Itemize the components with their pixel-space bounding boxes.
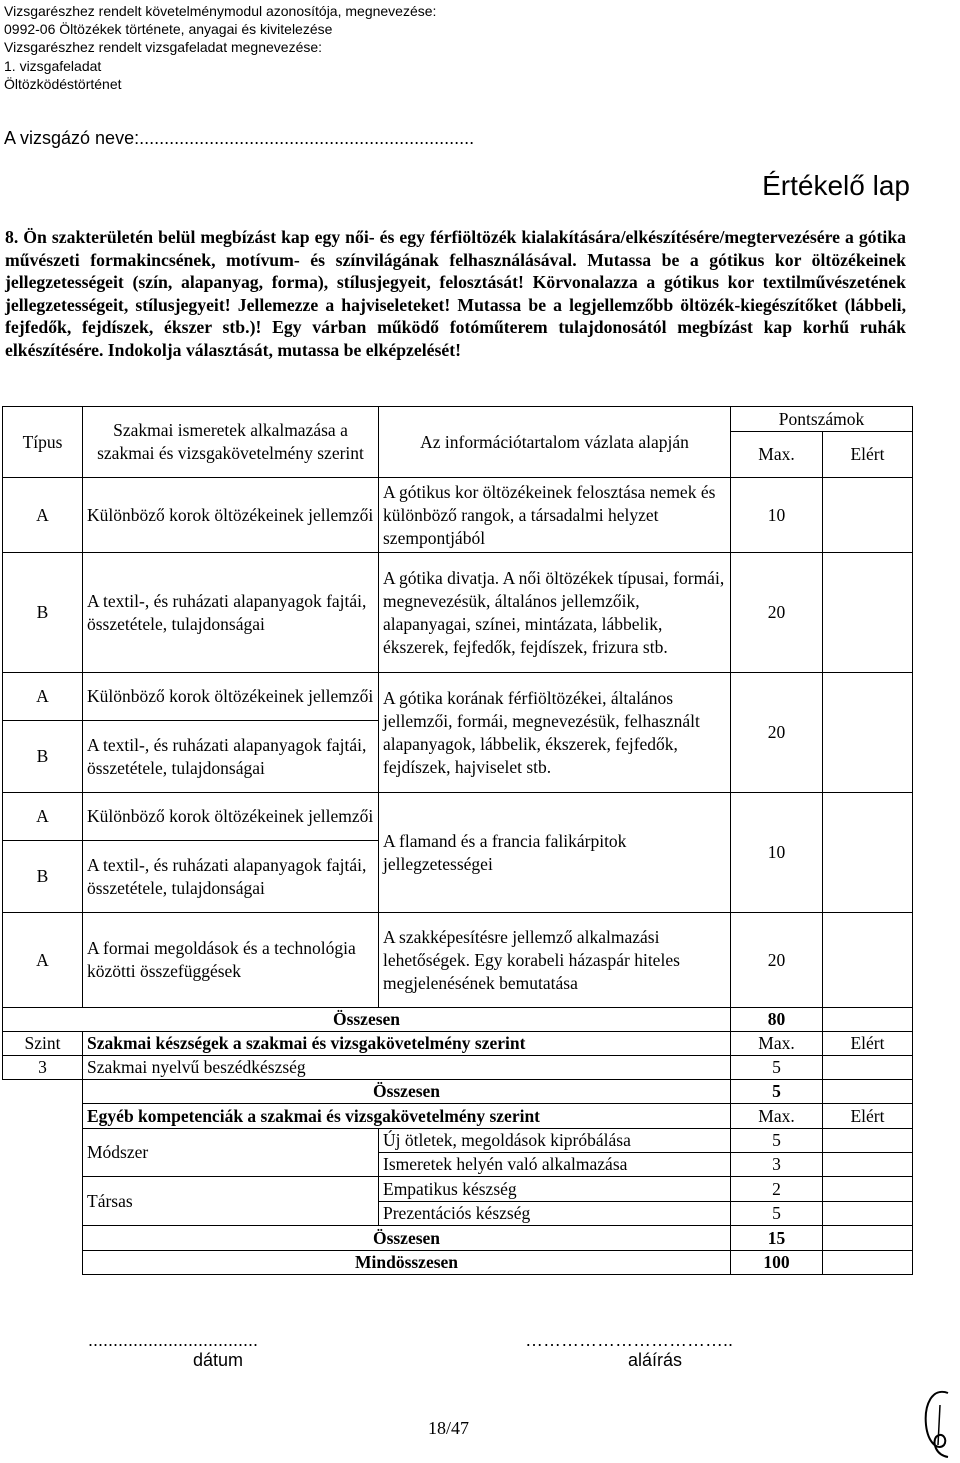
total-achieved[interactable] bbox=[823, 1080, 913, 1104]
skill-row bbox=[3, 1056, 913, 1080]
outline-cell: A gótika korának férfiöltözékei, általános jellemzői, formái, megnevezésük, felhasznált alapanyagok, lábbelik, ékszerek, fejfedők, fejdíszek, hajviselet stb. bbox=[379, 673, 731, 793]
outline-cell: A gótikus kor öltözékeinek felosztása nemek és különböző rangok, a társadalmi helyzet szempontjából bbox=[379, 478, 731, 553]
max-header: Max. bbox=[731, 432, 823, 478]
knowledge-cell: Különböző korok öltözékeinek jellemzői bbox=[83, 478, 379, 553]
max-points-cell: 20 bbox=[731, 673, 823, 793]
max-points-cell: 10 bbox=[731, 793, 823, 913]
empty-cell bbox=[3, 1251, 83, 1275]
type-cell: A bbox=[3, 673, 83, 721]
type-cell: A bbox=[3, 793, 83, 841]
total-achieved[interactable] bbox=[823, 1008, 913, 1032]
date-line[interactable]: .................................. bbox=[88, 1330, 259, 1350]
signature-label: aláírás bbox=[628, 1350, 683, 1370]
achieved-header: Elért bbox=[823, 1104, 913, 1129]
competency-section-title: Egyéb kompetenciák a szakmai és vizsgakövetelmény szerint bbox=[83, 1104, 731, 1129]
knowledge-cell: A formai megoldások és a technológia közötti összefüggések bbox=[83, 913, 379, 1008]
signature-line[interactable]: …………………………….. bbox=[525, 1330, 734, 1350]
points-header: Pontszámok bbox=[731, 407, 913, 432]
achieved-points-cell[interactable] bbox=[823, 1153, 913, 1177]
criteria-row bbox=[3, 673, 913, 721]
max-header: Max. bbox=[731, 1104, 823, 1129]
header-line: 0992-06 Öltözékek története, anyagai és kivitelezése bbox=[4, 21, 333, 38]
achieved-points-cell[interactable] bbox=[823, 1056, 913, 1080]
competency-row bbox=[3, 1129, 913, 1153]
knowledge-cell: A textil-, és ruházati alapanyagok fajtái, összetétele, tulajdonságai bbox=[83, 721, 379, 793]
outline-cell: A szakképesítésre jellemző alkalmazási lehetőségek. Egy korabeli házaspár hiteles megjelenésének bemutatása bbox=[379, 913, 731, 1008]
knowledge-header: Szakmai ismeretek alkalmazása a szakmai és vizsgakövetelmény szerint bbox=[83, 407, 379, 478]
skill-cell: Szakmai nyelvű beszédkészség bbox=[83, 1056, 731, 1080]
knowledge-cell: A textil-, és ruházati alapanyagok fajtái, összetétele, tulajdonságai bbox=[83, 841, 379, 913]
max-points-cell: 5 bbox=[731, 1202, 823, 1226]
achieved-points-cell[interactable] bbox=[823, 1129, 913, 1153]
competency-row bbox=[3, 1177, 913, 1202]
skills-section-title: Szakmai készségek a szakmai és vizsgakövetelmény szerint bbox=[83, 1032, 731, 1056]
knowledge-cell: Különböző korok öltözékeinek jellemzői bbox=[83, 673, 379, 721]
criteria-row bbox=[3, 553, 913, 673]
total-max: 80 bbox=[731, 1008, 823, 1032]
achieved-points-cell[interactable] bbox=[823, 793, 913, 913]
total-max: 5 bbox=[731, 1080, 823, 1104]
skills-header-row bbox=[3, 1032, 913, 1056]
achieved-points-cell[interactable] bbox=[823, 1177, 913, 1202]
competency-header-row bbox=[3, 1104, 913, 1129]
date-label: dátum bbox=[193, 1350, 244, 1370]
grand-total-label: Mindösszesen bbox=[83, 1251, 731, 1275]
achieved-points-cell[interactable] bbox=[823, 478, 913, 553]
outline-cell: A flamand és a francia falikárpitok jellegzetességei bbox=[379, 793, 731, 913]
achieved-points-cell[interactable] bbox=[823, 673, 913, 793]
page-title: Értékelő lap bbox=[762, 170, 910, 201]
grand-total-row bbox=[3, 1251, 913, 1275]
candidate-name-line: A vizsgázó neve:................................................................... bbox=[4, 128, 475, 148]
handwritten-signature-icon bbox=[918, 1385, 958, 1460]
grand-total-achieved[interactable] bbox=[823, 1251, 913, 1275]
competency-item: Empatikus készség bbox=[379, 1177, 731, 1202]
max-points-cell: 5 bbox=[731, 1129, 823, 1153]
total-row bbox=[3, 1008, 913, 1032]
competency-item: Prezentációs készség bbox=[379, 1202, 731, 1226]
achieved-points-cell[interactable] bbox=[823, 1202, 913, 1226]
achieved-header: Elért bbox=[823, 432, 913, 478]
type-cell: B bbox=[3, 841, 83, 913]
criteria-row bbox=[3, 913, 913, 1008]
empty-cell bbox=[3, 1202, 83, 1226]
empty-cell bbox=[3, 1226, 83, 1251]
total-label: Összesen bbox=[83, 1080, 731, 1104]
outline-cell: A gótika divatja. A női öltözékek típusai, formái, megnevezésük, általános jellemzőik, alapanyagai, színei, mintázata, lábbelik, ékszerek, fejfedők, fejdíszek, frizura stb. bbox=[379, 553, 731, 673]
max-points-cell: 20 bbox=[731, 553, 823, 673]
page-number: 18/47 bbox=[428, 1418, 470, 1438]
empty-cell bbox=[3, 1104, 83, 1129]
level-header: Szint bbox=[3, 1032, 83, 1056]
grand-total-max: 100 bbox=[731, 1251, 823, 1275]
achieved-points-cell[interactable] bbox=[823, 913, 913, 1008]
level-cell: 3 bbox=[3, 1056, 83, 1080]
type-header: Típus bbox=[3, 407, 83, 478]
signature-area bbox=[0, 1330, 960, 1390]
achieved-header: Elért bbox=[823, 1032, 913, 1056]
max-points-cell: 3 bbox=[731, 1153, 823, 1177]
empty-cell bbox=[3, 1080, 83, 1104]
criteria-row bbox=[3, 793, 913, 841]
evaluation-table bbox=[2, 406, 913, 1275]
header-line: Öltözködéstörténet bbox=[4, 75, 122, 92]
task-description: 8. Ön szakterületén belül megbízást kap egy női- és egy férfiöltözék kialakítására/elkészítésére/megtervezésére a gótika művészeti formakincsének, motívum- és színvilágának felhasználásával. Mutassa be a gótikus kor öltözékeinek jellegzetességeit (szín, alapanyag, forma), stílusjegyeit, felosztását! Körvonalazza a gótikus kor textilművészetének jellegzetességeit, stílusjegyeit! Jellemezze a hajviseleteket! Mutassa be a legjellemzőbb öltözék-kiegészítőket (lábbeli, fejfedők, fejdíszek, ékszer stb.)! Egy várban működő fotóműterem tulajdonosától megbízást kap korhű ruhák elkészítésére. Indokolja választását, mutassa be elképzelését! bbox=[5, 227, 906, 360]
total-max: 15 bbox=[731, 1226, 823, 1251]
total-label: Összesen bbox=[83, 1226, 731, 1251]
type-cell: B bbox=[3, 721, 83, 793]
total-row bbox=[3, 1080, 913, 1104]
total-row bbox=[3, 1226, 913, 1251]
empty-cell bbox=[3, 1177, 83, 1202]
competency-group: Módszer bbox=[83, 1129, 379, 1177]
max-points-cell: 2 bbox=[731, 1177, 823, 1202]
knowledge-cell: A textil-, és ruházati alapanyagok fajtái, összetétele, tulajdonságai bbox=[83, 553, 379, 673]
knowledge-cell: Különböző korok öltözékeinek jellemzői bbox=[83, 793, 379, 841]
max-header: Max. bbox=[731, 1032, 823, 1056]
header-line: Vizsgarészhez rendelt vizsgafeladat megnevezése: bbox=[4, 39, 323, 56]
total-achieved[interactable] bbox=[823, 1226, 913, 1251]
competency-group: Társas bbox=[83, 1177, 379, 1226]
competency-item: Új ötletek, megoldások kipróbálása bbox=[379, 1129, 731, 1153]
criteria-row bbox=[3, 478, 913, 553]
type-cell: A bbox=[3, 478, 83, 553]
document-header bbox=[4, 2, 436, 93]
total-label: Összesen bbox=[3, 1008, 731, 1032]
header-line: Vizsgarészhez rendelt követelménymodul azonosítója, megnevezése: bbox=[4, 3, 437, 19]
competency-item: Ismeretek helyén való alkalmazása bbox=[379, 1153, 731, 1177]
empty-cell bbox=[3, 1153, 83, 1177]
empty-cell bbox=[3, 1129, 83, 1153]
header-line: 1. vizsgafeladat bbox=[4, 57, 102, 74]
outline-header: Az információtartalom vázlata alapján bbox=[379, 407, 731, 478]
type-cell: A bbox=[3, 913, 83, 1008]
max-points-cell: 20 bbox=[731, 913, 823, 1008]
max-points-cell: 10 bbox=[731, 478, 823, 553]
type-cell: B bbox=[3, 553, 83, 673]
achieved-points-cell[interactable] bbox=[823, 553, 913, 673]
max-points-cell: 5 bbox=[731, 1056, 823, 1080]
